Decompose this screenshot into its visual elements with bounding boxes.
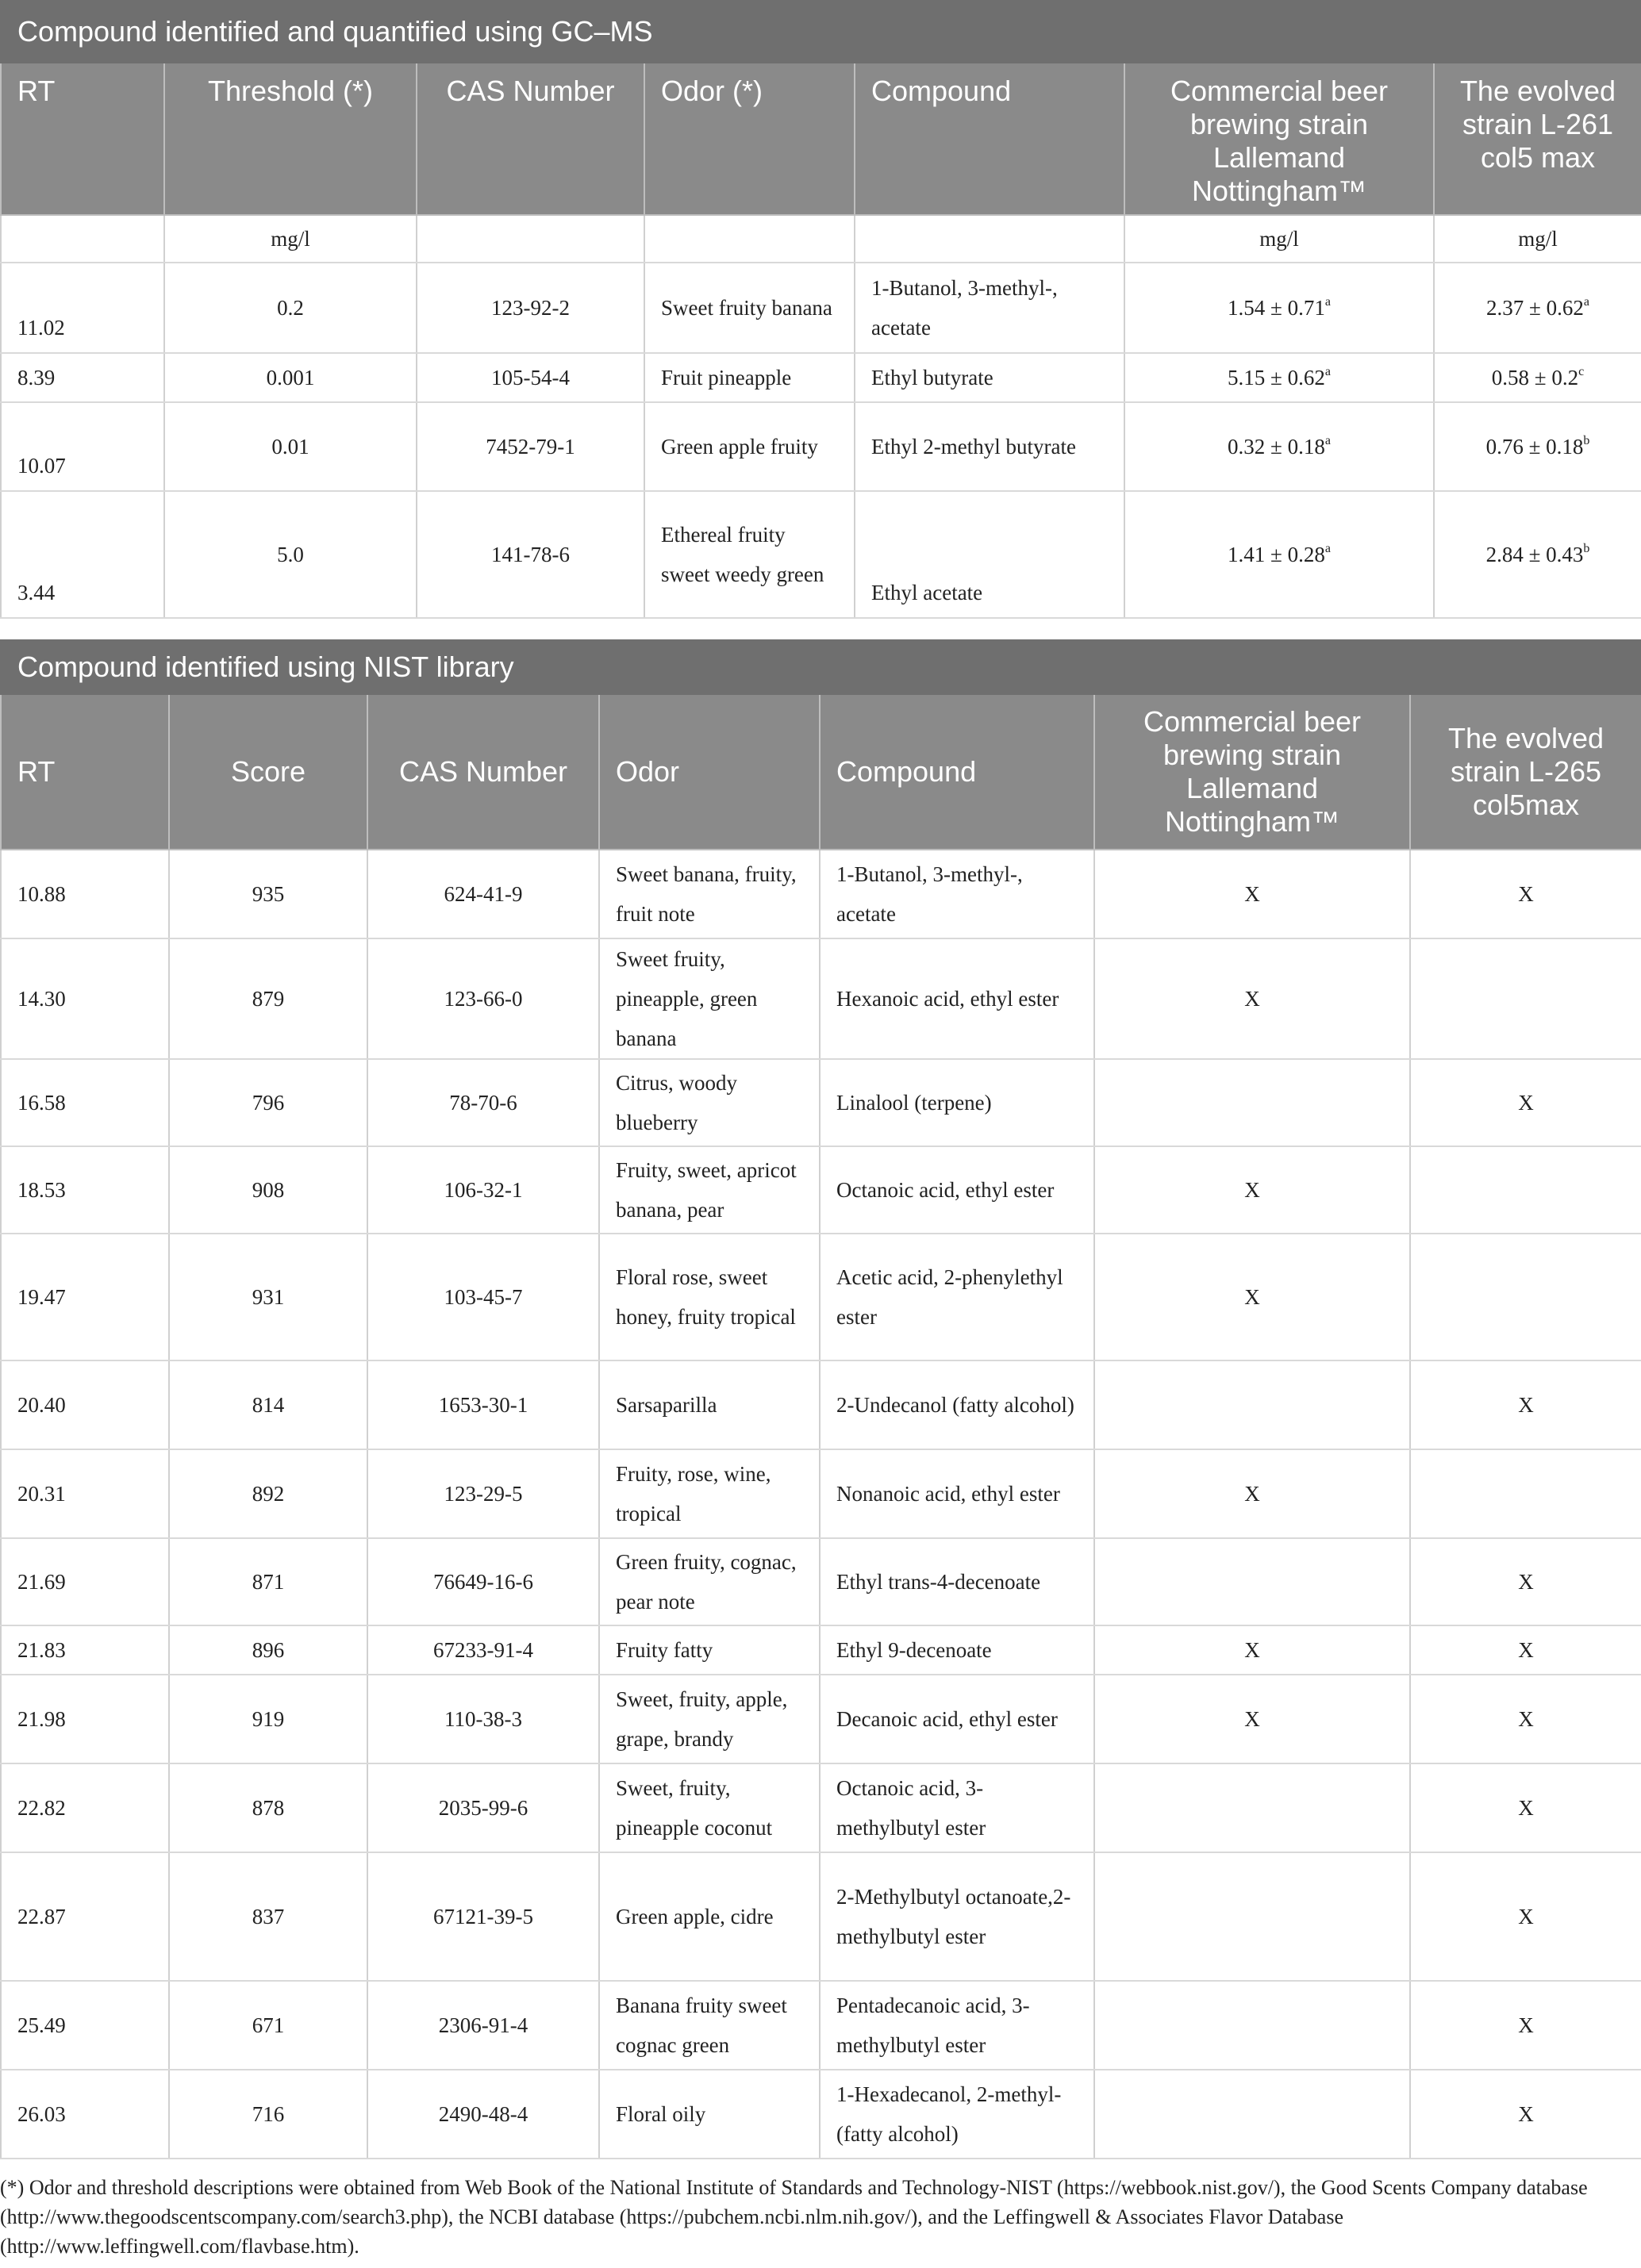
evolved-cell: X [1410,1981,1641,2070]
evolved-cell: X [1410,2070,1641,2159]
score-cell: 931 [169,1234,367,1360]
cas-cell: 7452-79-1 [417,402,644,491]
commercial-cell [1094,1981,1410,2070]
odor-cell: Sarsaparilla [599,1360,820,1449]
table1-header-cas: CAS Number [417,63,644,215]
threshold-cell: 0.01 [164,402,417,491]
odor-cell: Floral rose, sweet honey, fruity tropical [599,1234,820,1360]
table1-header-rt: RT [1,63,164,215]
table2-header-commercial: Commercial beer brewing strain Lallemand Nottingham™ [1094,694,1410,850]
compound-cell: Ethyl acetate [855,491,1124,618]
table1-header-odor: Odor (*) [644,63,855,215]
gcms-table [0,0,1641,619]
score-cell: 878 [169,1763,367,1852]
unit-cell: mg/l [1434,215,1641,263]
value: 2.37 ± 0.62 [1486,296,1584,320]
commercial-cell [1094,1538,1410,1625]
evolved-cell: X [1410,1852,1641,1981]
odor-cell: Green fruity, cognac, pear note [599,1538,820,1625]
table-row [1,1981,1641,2070]
significance-letter: a [1583,295,1589,309]
table1-header-threshold: Threshold (*) [164,63,417,215]
compound-cell: 2-Undecanol (fatty alcohol) [820,1360,1094,1449]
value: 0.58 ± 0.2 [1491,366,1579,390]
compound-cell: Acetic acid, 2-phenylethyl ester [820,1234,1094,1360]
score-cell: 871 [169,1538,367,1625]
table-row [1,938,1641,1059]
commercial-cell: X [1094,1625,1410,1675]
cas-cell: 2306-91-4 [367,1981,599,2070]
compound-cell: Ethyl butyrate [855,353,1124,402]
rt-cell: 8.39 [1,353,164,402]
rt-cell: 20.40 [1,1360,169,1449]
commercial-cell: X [1094,1234,1410,1360]
table2-body [1,850,1641,2159]
cas-cell: 2490-48-4 [367,2070,599,2159]
unit-cell: mg/l [1124,215,1434,263]
score-cell: 896 [169,1625,367,1675]
cas-cell: 123-66-0 [367,938,599,1059]
score-cell: 908 [169,1146,367,1234]
cas-cell: 110-38-3 [367,1675,599,1763]
compound-cell: Ethyl 2-methyl butyrate [855,402,1124,491]
table-row [1,1059,1641,1146]
value: 0.76 ± 0.18 [1485,435,1584,459]
value: 0.32 ± 0.18 [1228,435,1325,459]
table-row [1,1763,1641,1852]
cas-cell: 123-29-5 [367,1449,599,1538]
threshold-cell: 0.2 [164,263,417,353]
rt-cell: 10.07 [1,402,164,491]
rt-cell: 19.47 [1,1234,169,1360]
odor-cell: Floral oily [599,2070,820,2159]
commercial-cell: X [1094,1449,1410,1538]
compound-cell: Linalool (terpene) [820,1059,1094,1146]
compound-cell: Ethyl trans-4-decenoate [820,1538,1094,1625]
table1-header-evolved: The evolved strain L-261 col5 max [1434,63,1641,215]
evolved-cell: X [1410,1763,1641,1852]
table-row [1,1538,1641,1625]
evolved-cell [1410,938,1641,1059]
table1-title: Compound identified and quantified using GC–MS [1,1,1641,63]
table-row [1,353,1641,402]
commercial-cell [1094,1852,1410,1981]
compound-cell: 2-Methylbutyl octanoate,2-methylbutyl ester [820,1852,1094,1981]
unit-cell [855,215,1124,263]
score-cell: 879 [169,938,367,1059]
commercial-cell [1124,402,1434,491]
significance-letter: a [1324,542,1331,555]
table1-header-compound: Compound [855,63,1124,215]
table-row [1,491,1641,618]
cas-cell: 123-92-2 [417,263,644,353]
compound-cell: 1-Butanol, 3-methyl-, acetate [855,263,1124,353]
compound-cell: Octanoic acid, 3-methylbutyl ester [820,1763,1094,1852]
significance-letter: a [1324,295,1331,309]
compound-cell: Decanoic acid, ethyl ester [820,1675,1094,1763]
table-row [1,1234,1641,1360]
evolved-cell [1410,1234,1641,1360]
odor-cell: Ethereal fruity sweet weedy green [644,491,855,618]
significance-letter: b [1583,542,1590,555]
rt-cell: 21.83 [1,1625,169,1675]
odor-cell: Fruity fatty [599,1625,820,1675]
rt-cell: 11.02 [1,263,164,353]
rt-cell: 18.53 [1,1146,169,1234]
table-row [1,2070,1641,2159]
odor-cell: Sweet, fruity, apple, grape, brandy [599,1675,820,1763]
commercial-cell [1094,2070,1410,2159]
odor-cell: Fruit pineapple [644,353,855,402]
cas-cell: 624-41-9 [367,850,599,938]
commercial-cell [1124,491,1434,618]
rt-cell: 22.82 [1,1763,169,1852]
table-row [1,1146,1641,1234]
score-cell: 796 [169,1059,367,1146]
table2-header-rt: RT [1,694,169,850]
evolved-cell [1410,1449,1641,1538]
odor-cell: Green apple fruity [644,402,855,491]
table-row [1,263,1641,353]
score-cell: 837 [169,1852,367,1981]
value: 1.41 ± 0.28 [1228,543,1325,566]
commercial-cell [1094,1763,1410,1852]
cas-cell: 76649-16-6 [367,1538,599,1625]
table-row [1,402,1641,491]
evolved-cell [1434,263,1641,353]
commercial-cell [1094,1059,1410,1146]
score-cell: 716 [169,2070,367,2159]
cas-cell: 141-78-6 [417,491,644,618]
table-row [1,1675,1641,1763]
rt-cell: 26.03 [1,2070,169,2159]
score-cell: 935 [169,850,367,938]
commercial-cell [1124,353,1434,402]
commercial-cell [1094,1360,1410,1449]
score-cell: 919 [169,1675,367,1763]
significance-letter: b [1583,434,1590,447]
rt-cell: 21.69 [1,1538,169,1625]
table-row [1,850,1641,938]
odor-cell: Banana fruity sweet cognac green [599,1981,820,2070]
value: 2.84 ± 0.43 [1485,543,1584,566]
commercial-cell: X [1094,1675,1410,1763]
significance-letter: a [1324,434,1331,447]
value: 5.15 ± 0.62 [1228,366,1325,390]
rt-cell: 16.58 [1,1059,169,1146]
evolved-cell: X [1410,850,1641,938]
evolved-cell: X [1410,1360,1641,1449]
table-row [1,1449,1641,1538]
odor-cell: Sweet fruity, pineapple, green banana [599,938,820,1059]
odor-cell: Sweet, fruity, pineapple coconut [599,1763,820,1852]
odor-cell: Sweet fruity banana [644,263,855,353]
table2-header-evolved: The evolved strain L-265 col5max [1410,694,1641,850]
significance-letter: c [1578,365,1585,378]
table1-units-row [1,215,1641,263]
threshold-cell: 5.0 [164,491,417,618]
table-row [1,1852,1641,1981]
rt-cell: 25.49 [1,1981,169,2070]
evolved-cell: X [1410,1538,1641,1625]
cas-cell: 103-45-7 [367,1234,599,1360]
score-cell: 892 [169,1449,367,1538]
value: 1.54 ± 0.71 [1228,296,1325,320]
rt-cell: 3.44 [1,491,164,618]
rt-cell: 21.98 [1,1675,169,1763]
table2-header-odor: Odor [599,694,820,850]
compound-cell: 1-Hexadecanol, 2-methyl- (fatty alcohol) [820,2070,1094,2159]
odor-cell: Green apple, cidre [599,1852,820,1981]
commercial-cell: X [1094,938,1410,1059]
compound-cell: Hexanoic acid, ethyl ester [820,938,1094,1059]
cas-cell: 105-54-4 [417,353,644,402]
table-row [1,1360,1641,1449]
evolved-cell [1410,1146,1641,1234]
rt-cell: 22.87 [1,1852,169,1981]
odor-cell: Citrus, woody blueberry [599,1059,820,1146]
significance-letter: a [1324,365,1331,378]
rt-cell: 10.88 [1,850,169,938]
score-cell: 814 [169,1360,367,1449]
footnote: (*) Odor and threshold descriptions were obtained from Web Book of the National Institute of Standards and Technology-NIST (https://webbook.nist.gov/), the Good Scents Company database (http://www.thegoodscentscompany.com/search3.php), the NCBI database (https://pubchem.ncbi.nlm.nih.gov/), and the Leffingwell & Associates Flavor Database (http://www.leffingwell.com/flavbase.htm). [0,2176,1588,2258]
commercial-cell: X [1094,1146,1410,1234]
unit-cell [1,215,164,263]
table2-header-cas: CAS Number [367,694,599,850]
rt-cell: 20.31 [1,1449,169,1538]
table2-header-score: Score [169,694,367,850]
commercial-cell [1124,263,1434,353]
cas-cell: 106-32-1 [367,1146,599,1234]
nist-table [0,639,1641,2159]
compound-cell: Octanoic acid, ethyl ester [820,1146,1094,1234]
unit-cell [644,215,855,263]
cas-cell: 67233-91-4 [367,1625,599,1675]
table2-title: Compound identified using NIST library [1,640,1641,694]
unit-cell: mg/l [164,215,417,263]
threshold-cell: 0.001 [164,353,417,402]
cas-cell: 1653-30-1 [367,1360,599,1449]
evolved-cell: X [1410,1675,1641,1763]
table2-header-compound: Compound [820,694,1094,850]
odor-cell: Fruity, rose, wine, tropical [599,1449,820,1538]
compound-cell: Ethyl 9-decenoate [820,1625,1094,1675]
cas-cell: 67121-39-5 [367,1852,599,1981]
evolved-cell [1434,491,1641,618]
unit-cell [417,215,644,263]
evolved-cell: X [1410,1059,1641,1146]
evolved-cell: X [1410,1625,1641,1675]
cas-cell: 78-70-6 [367,1059,599,1146]
evolved-cell [1434,353,1641,402]
evolved-cell [1434,402,1641,491]
odor-cell: Fruity, sweet, apricot banana, pear [599,1146,820,1234]
table-row [1,1625,1641,1675]
commercial-cell: X [1094,850,1410,938]
score-cell: 671 [169,1981,367,2070]
odor-cell: Sweet banana, fruity, fruit note [599,850,820,938]
compound-cell: Nonanoic acid, ethyl ester [820,1449,1094,1538]
compound-cell: 1-Butanol, 3-methyl-, acetate [820,850,1094,938]
rt-cell: 14.30 [1,938,169,1059]
compound-cell: Pentadecanoic acid, 3-methylbutyl ester [820,1981,1094,2070]
cas-cell: 2035-99-6 [367,1763,599,1852]
table1-header-commercial: Commercial beer brewing strain Lallemand Nottingham™ [1124,63,1434,215]
